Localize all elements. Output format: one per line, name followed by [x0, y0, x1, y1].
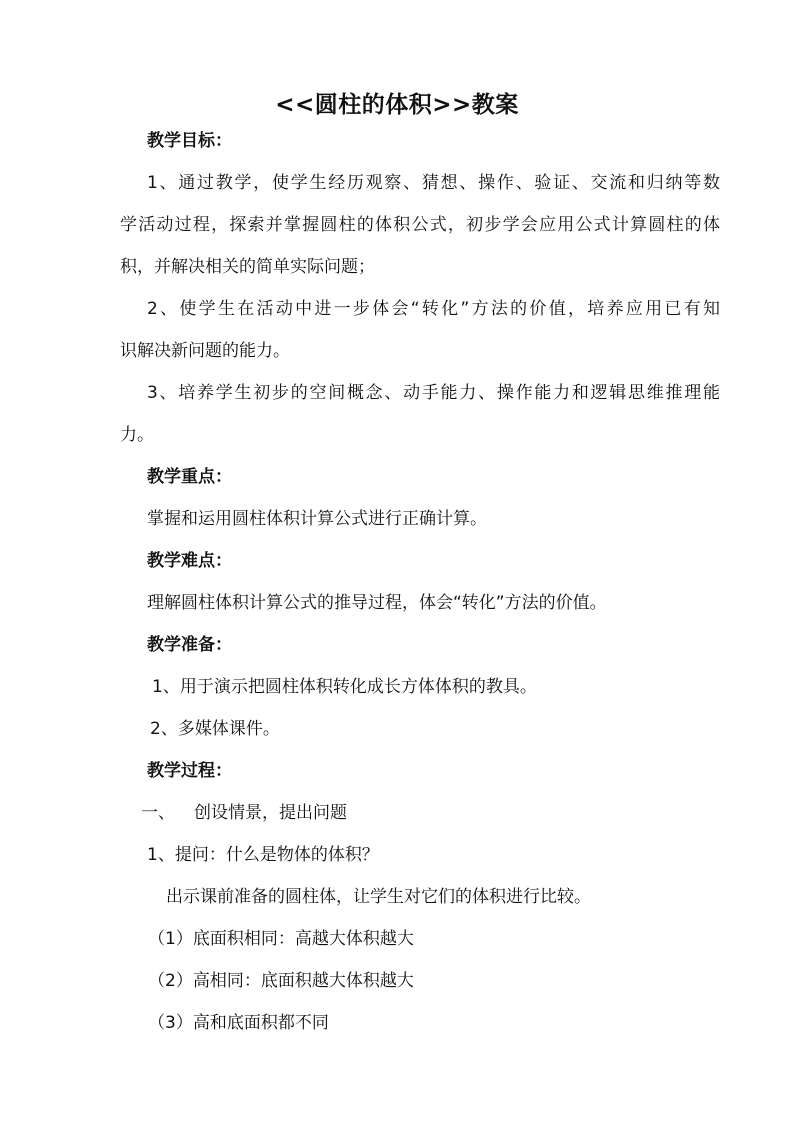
goal-2-line-1: 2、使学生在活动中进一步体会“转化”方法的价值，培养应用已有知: [147, 299, 720, 319]
case-1: （1）底面积相同：高越大体积越大: [148, 929, 414, 949]
goal-3-line-2: 力。: [120, 425, 154, 445]
key-point-heading: 教学重点：: [147, 467, 232, 487]
goal-2-line-2: 识解决新问题的能力。: [120, 341, 290, 361]
goal-1-line-1: 1、通过教学，使学生经历观察、猜想、操作、验证、交流和归纳等数: [147, 173, 720, 193]
section-number: 一、: [141, 803, 175, 823]
difficulty-heading: 教学难点：: [147, 551, 232, 571]
difficulty-text: 理解圆柱体积计算公式的推导过程，体会“转化”方法的价值。: [147, 593, 607, 613]
question-1: 1、提问：什么是物体的体积？: [147, 845, 379, 865]
section-title: 创设情景，提出问题: [194, 803, 347, 823]
goal-1-line-2: 学活动过程，探索并掌握圆柱的体积公式，初步学会应用公式计算圆柱的体: [120, 215, 720, 235]
goals-heading: 教学目标：: [147, 131, 232, 151]
goal-3-line-1: 3、培养学生初步的空间概念、动手能力、操作能力和逻辑思维推理能: [147, 383, 720, 403]
preparation-heading: 教学准备：: [147, 635, 232, 655]
case-2: （2）高相同：底面积越大体积越大: [148, 971, 414, 991]
document-title: <<圆柱的体积>>教案: [275, 92, 519, 118]
preparation-item-2: 2、多媒体课件。: [150, 719, 280, 739]
key-point-text: 掌握和运用圆柱体积计算公式进行正确计算。: [147, 509, 487, 529]
goal-1-line-3: 积，并解决相关的简单实际问题；: [120, 257, 375, 277]
case-3: （3）高和底面积都不同: [148, 1013, 329, 1033]
process-heading: 教学过程：: [147, 761, 232, 781]
demo-text: 出示课前准备的圆柱体，让学生对它们的体积进行比较。: [166, 887, 591, 907]
preparation-item-1: 1、用于演示把圆柱体积转化成长方体体积的教具。: [152, 677, 537, 697]
